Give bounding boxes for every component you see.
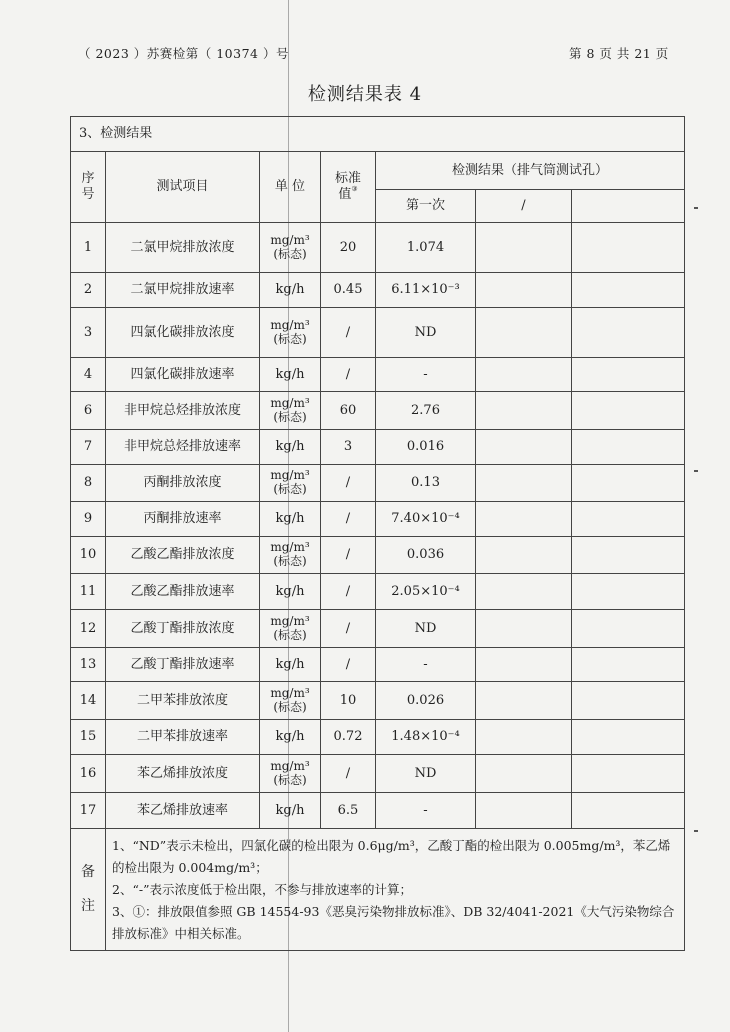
unit-line: mg/m³ — [270, 317, 310, 332]
table-title: 检测结果表 4 — [307, 84, 423, 105]
unit-line: kg/h — [275, 439, 305, 455]
unit-condition: (标态) — [273, 409, 307, 424]
row-result-empty — [476, 273, 572, 308]
row-result-empty — [572, 537, 685, 574]
row-unit — [260, 392, 321, 430]
row-standard: / — [321, 610, 376, 648]
row-standard: / — [321, 358, 376, 392]
row-unit — [260, 682, 321, 720]
row-result-empty — [476, 610, 572, 648]
table-row — [71, 392, 685, 430]
table-row — [71, 793, 685, 829]
row-standard: / — [321, 648, 376, 682]
unit-line: mg/m³ — [270, 232, 310, 247]
row-result-empty — [572, 755, 685, 793]
row-seq: 2 — [71, 273, 106, 308]
row-standard: / — [321, 574, 376, 610]
row-result-empty — [572, 465, 685, 502]
unit-condition: (标态) — [273, 331, 307, 346]
row-unit — [260, 574, 321, 610]
row-seq: 11 — [71, 574, 106, 610]
table-row — [71, 610, 685, 648]
row-seq: 6 — [71, 392, 106, 430]
row-result-first: 6.11×10⁻³ — [376, 273, 476, 308]
row-result-empty — [476, 793, 572, 829]
table-row — [71, 465, 685, 502]
note-line: 3、①：排放限值参照 GB 14554-93《恶臭污染物排放标准》、DB 32/4041-2021《大气污染物综合排放标准》中相关标准。 — [112, 903, 675, 941]
row-item: 四氯化碳排放浓度 — [106, 308, 260, 358]
row-result-first: 1.48×10⁻⁴ — [376, 720, 476, 755]
unit-line: kg/h — [275, 729, 305, 745]
row-result-empty — [572, 430, 685, 465]
row-seq: 12 — [71, 610, 106, 648]
table-row — [71, 755, 685, 793]
row-result-empty — [476, 465, 572, 502]
row-unit — [260, 358, 321, 392]
row-result-empty — [476, 682, 572, 720]
row-result-empty — [476, 223, 572, 273]
header-slash: / — [476, 190, 572, 223]
row-standard: 20 — [321, 223, 376, 273]
unit-line: mg/m³ — [270, 540, 310, 555]
row-result-empty — [572, 358, 685, 392]
row-result-empty — [572, 793, 685, 829]
row-result-empty — [572, 610, 685, 648]
row-standard: 0.72 — [321, 720, 376, 755]
row-result-first: ND — [376, 610, 476, 648]
row-item: 二甲苯排放速率 — [106, 720, 260, 755]
row-item: 丙酮排放浓度 — [106, 465, 260, 502]
notes-row — [71, 829, 685, 951]
table-row — [71, 308, 685, 358]
row-result-first: 7.40×10⁻⁴ — [376, 502, 476, 537]
row-result-empty — [572, 273, 685, 308]
row-result-empty — [572, 720, 685, 755]
row-unit — [260, 430, 321, 465]
row-item: 乙酸乙酯排放浓度 — [106, 537, 260, 574]
row-standard: / — [321, 465, 376, 502]
row-seq: 7 — [71, 430, 106, 465]
unit-line: mg/m³ — [270, 758, 310, 773]
row-seq: 13 — [71, 648, 106, 682]
row-result-first: - — [376, 358, 476, 392]
row-standard: 3 — [321, 430, 376, 465]
row-item: 非甲烷总烃排放浓度 — [106, 392, 260, 430]
row-result-first: 1.074 — [376, 223, 476, 273]
row-result-empty — [476, 502, 572, 537]
table-row — [71, 682, 685, 720]
row-result-empty — [572, 308, 685, 358]
row-result-first: 0.036 — [376, 537, 476, 574]
row-result-first: - — [376, 648, 476, 682]
row-item: 乙酸丁酯排放浓度 — [106, 610, 260, 648]
unit-line: mg/m³ — [270, 613, 310, 628]
unit-condition: (标态) — [273, 699, 307, 714]
row-result-first: 0.13 — [376, 465, 476, 502]
row-result-empty — [572, 392, 685, 430]
row-unit — [260, 610, 321, 648]
table-row — [71, 574, 685, 610]
unit-condition: (标态) — [273, 246, 307, 261]
row-standard: / — [321, 755, 376, 793]
row-result-first: 2.05×10⁻⁴ — [376, 574, 476, 610]
row-result-empty — [476, 308, 572, 358]
row-standard: 6.5 — [321, 793, 376, 829]
header-unit: 单 位 — [260, 152, 321, 223]
row-result-first: ND — [376, 755, 476, 793]
results-table — [70, 116, 685, 951]
row-result-first: 0.026 — [376, 682, 476, 720]
row-item: 苯乙烯排放速率 — [106, 793, 260, 829]
row-item: 二氯甲烷排放速率 — [106, 273, 260, 308]
row-standard: 60 — [321, 392, 376, 430]
margin-mark — [694, 207, 698, 209]
row-result-empty — [476, 720, 572, 755]
row-item: 二甲苯排放浓度 — [106, 682, 260, 720]
margin-mark — [694, 830, 698, 832]
row-seq: 16 — [71, 755, 106, 793]
row-unit — [260, 648, 321, 682]
unit-condition: (标态) — [273, 627, 307, 642]
margin-mark — [694, 470, 698, 472]
row-result-empty — [476, 537, 572, 574]
row-seq: 4 — [71, 358, 106, 392]
row-result-first: - — [376, 793, 476, 829]
notes-body — [106, 829, 685, 951]
row-standard: 10 — [321, 682, 376, 720]
row-item: 乙酸乙酯排放速率 — [106, 574, 260, 610]
row-standard: 0.45 — [321, 273, 376, 308]
row-unit — [260, 308, 321, 358]
row-unit — [260, 273, 321, 308]
section-title: 3、检测结果 — [71, 117, 685, 152]
row-standard: / — [321, 537, 376, 574]
row-standard: / — [321, 502, 376, 537]
row-result-empty — [476, 430, 572, 465]
row-unit — [260, 465, 321, 502]
note-line: 2、“-”表示浓度低于检出限，不参与排放速率的计算； — [112, 881, 412, 897]
row-result-empty — [572, 223, 685, 273]
table-row — [71, 720, 685, 755]
row-item: 二氯甲烷排放浓度 — [106, 223, 260, 273]
header-item: 测试项目 — [106, 152, 260, 223]
unit-line: kg/h — [275, 583, 305, 599]
row-unit — [260, 755, 321, 793]
row-result-empty — [572, 574, 685, 610]
unit-line: kg/h — [275, 511, 305, 527]
row-result-empty — [476, 358, 572, 392]
table-row — [71, 430, 685, 465]
note-line: 1、“ND”表示未检出，四氯化碳的检出限为 0.6μg/m³，乙酸丁酯的检出限为 0.005mg/m³，苯乙烯的检出限为 0.004mg/m³； — [112, 838, 671, 875]
table-row — [71, 502, 685, 537]
row-result-first: 2.76 — [376, 392, 476, 430]
row-result-empty — [572, 502, 685, 537]
row-result-empty — [476, 574, 572, 610]
row-item: 四氯化碳排放速率 — [106, 358, 260, 392]
unit-line: mg/m³ — [270, 395, 310, 410]
unit-line: mg/m³ — [270, 685, 310, 700]
unit-condition: (标态) — [273, 554, 307, 568]
row-item: 丙酮排放速率 — [106, 502, 260, 537]
row-result-first: 0.016 — [376, 430, 476, 465]
row-result-empty — [476, 648, 572, 682]
header-empty — [572, 190, 685, 223]
header-seq: 序 号 — [71, 152, 106, 223]
report-number: （ 2023 ）苏赛检第（ 10374 ）号 — [78, 46, 289, 61]
table-row — [71, 537, 685, 574]
unit-line: kg/h — [275, 802, 305, 818]
header-first: 第一次 — [376, 190, 476, 223]
row-result-empty — [572, 648, 685, 682]
row-unit — [260, 502, 321, 537]
row-item: 苯乙烯排放浓度 — [106, 755, 260, 793]
table-row — [71, 648, 685, 682]
row-seq: 9 — [71, 502, 106, 537]
row-seq: 3 — [71, 308, 106, 358]
row-standard: / — [321, 308, 376, 358]
header-result-group: 检测结果（排气筒测试孔） — [376, 152, 685, 190]
row-seq: 15 — [71, 720, 106, 755]
table-row — [71, 358, 685, 392]
notes-label: 备 注 — [71, 829, 106, 951]
unit-line: kg/h — [275, 656, 305, 672]
row-unit — [260, 720, 321, 755]
row-result-empty — [476, 755, 572, 793]
unit-line: kg/h — [275, 366, 305, 382]
unit-condition: (标态) — [273, 772, 307, 787]
unit-condition: (标态) — [273, 482, 307, 496]
row-unit — [260, 223, 321, 273]
row-result-empty — [476, 392, 572, 430]
table-row — [71, 223, 685, 273]
row-seq: 10 — [71, 537, 106, 574]
row-seq: 14 — [71, 682, 106, 720]
row-result-first: ND — [376, 308, 476, 358]
row-item: 非甲烷总烃排放速率 — [106, 430, 260, 465]
page-number: 第 8 页 共 21 页 — [569, 46, 669, 61]
header-standard: 标准 值③ — [321, 152, 376, 223]
row-unit — [260, 537, 321, 574]
row-seq: 17 — [71, 793, 106, 829]
unit-line: kg/h — [275, 282, 305, 298]
row-unit — [260, 793, 321, 829]
row-seq: 8 — [71, 465, 106, 502]
unit-line: mg/m³ — [270, 468, 310, 483]
row-seq: 1 — [71, 223, 106, 273]
row-item: 乙酸丁酯排放速率 — [106, 648, 260, 682]
table-row — [71, 273, 685, 308]
row-result-empty — [572, 682, 685, 720]
